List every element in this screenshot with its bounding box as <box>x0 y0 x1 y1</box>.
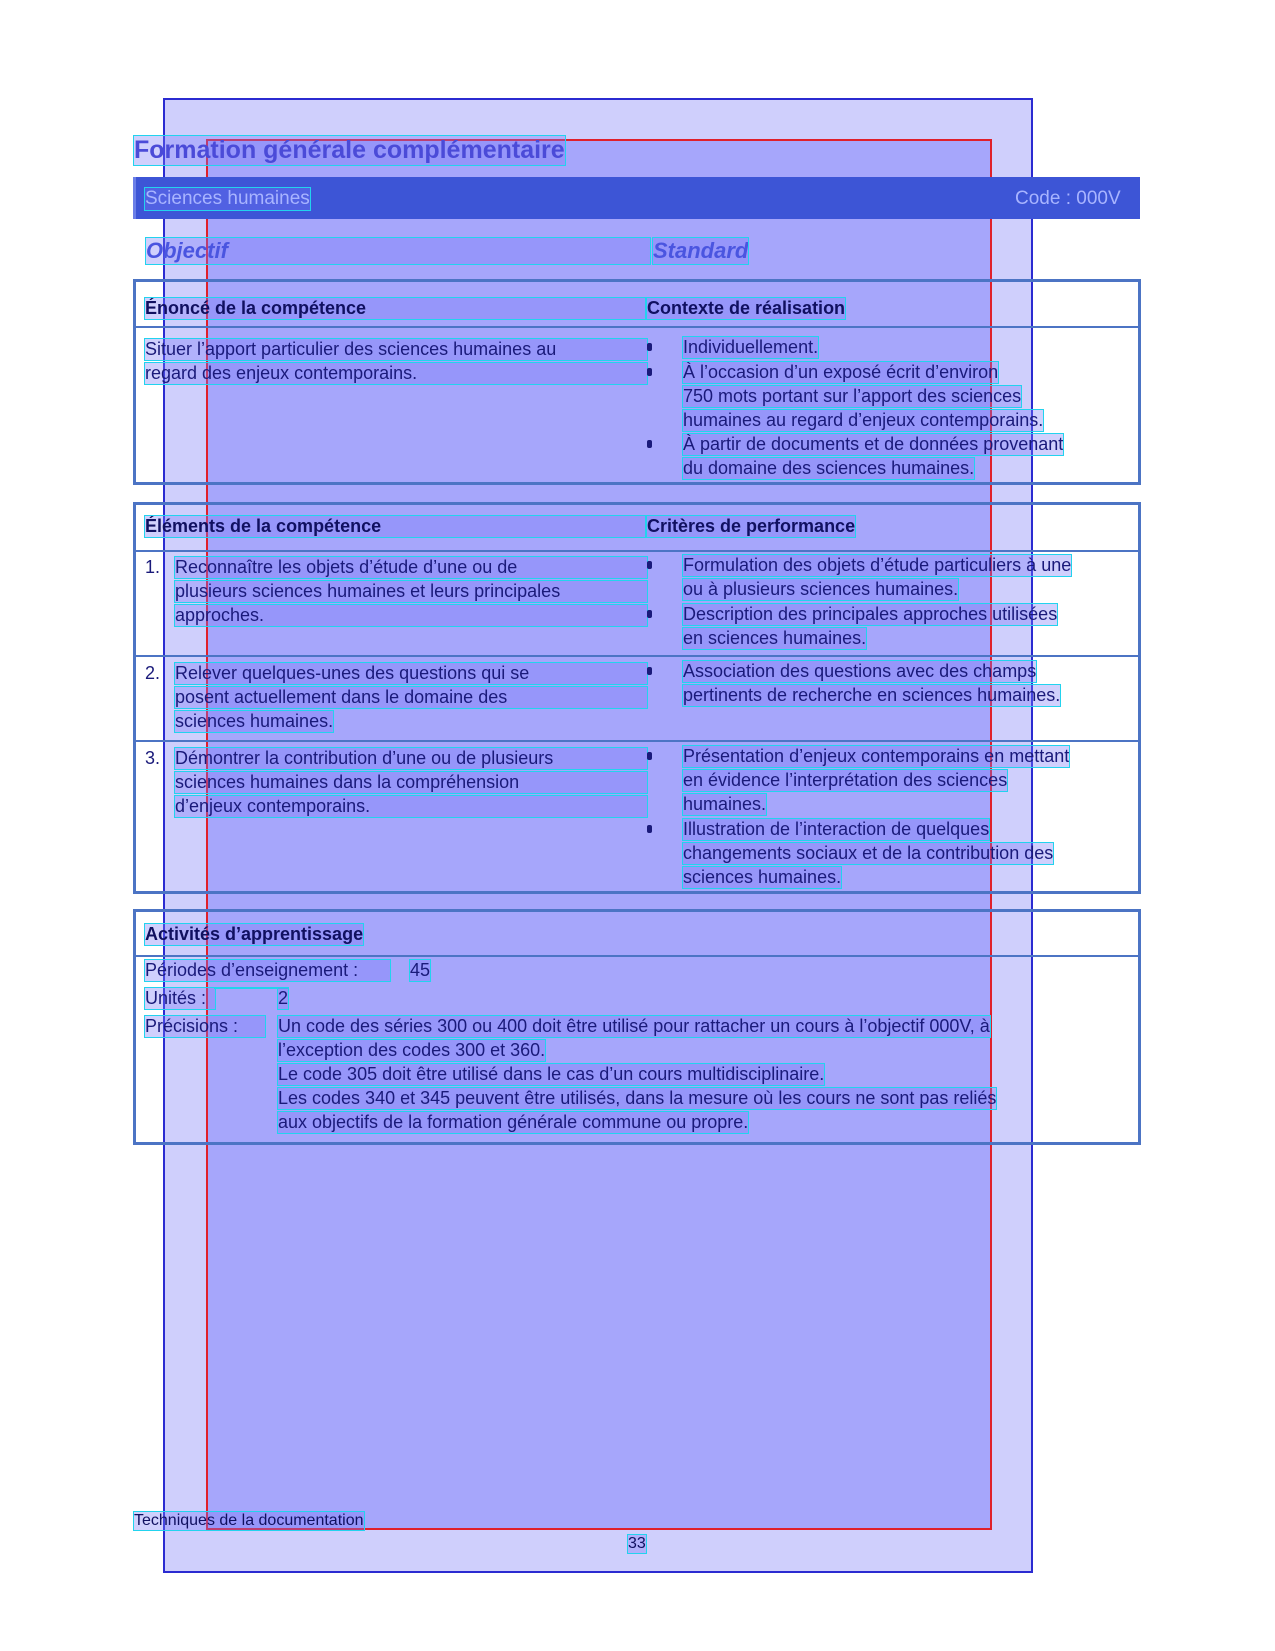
document-title: Formation générale complémentaire <box>134 136 565 164</box>
periodes-label: Périodes d’enseignement : <box>145 960 390 981</box>
bullet-icon <box>647 752 652 760</box>
objectif-label: Objectif <box>146 238 650 264</box>
enonce-line: Situer l’apport particulier des sciences humaines au <box>145 339 647 360</box>
elements-header: Éléments de la compétence <box>145 516 645 537</box>
criterion-line: pertinents de recherche en sciences humaines. <box>683 685 1061 705</box>
element-line: Démontrer la contribution d’une ou de plusieurs <box>175 748 647 769</box>
contexte-item: humaines au regard d’enjeux contemporains. <box>683 410 1044 430</box>
element-line: d’enjeux contemporains. <box>175 796 647 817</box>
criterion-line: en sciences humaines. <box>683 628 867 648</box>
subject-code: Code : 000V <box>1015 188 1121 209</box>
criterion-line: humaines. <box>683 794 767 814</box>
precisions-line: Un code des séries 300 ou 400 doit être utilisé pour rattacher un cours à l’objectif 000V, à <box>278 1016 990 1036</box>
enonce-header: Énoncé de la compétence <box>145 298 645 319</box>
precisions-line: aux objectifs de la formation générale commune ou propre. <box>278 1112 749 1132</box>
page-number: 33 <box>628 1535 646 1552</box>
criterion-line: Illustration de l’interaction de quelques <box>683 819 990 839</box>
precisions-line: l’exception des codes 300 et 360. <box>278 1040 546 1060</box>
element-line: sciences humaines. <box>175 711 334 731</box>
bullet-icon <box>647 561 652 569</box>
footer-document-name: Techniques de la documentation <box>134 1512 364 1529</box>
criterion-line: ou à plusieurs sciences humaines. <box>683 579 959 599</box>
unites-value: 2 <box>278 988 289 1008</box>
criterion-line: changements sociaux et de la contribution des <box>683 843 1054 863</box>
bullet-icon <box>647 610 652 618</box>
element-number: 2. <box>145 663 161 683</box>
bullet-icon <box>647 440 652 448</box>
bullet-icon <box>647 667 652 675</box>
precisions-line: Les codes 340 et 345 peuvent être utilisés, dans la mesure où les cours ne sont pas reliés <box>278 1088 997 1108</box>
criterion-line: Description des principales approches utilisées <box>683 604 1058 624</box>
criterion-line: en évidence l’interprétation des sciences <box>683 770 1008 790</box>
precisions-line: Le code 305 doit être utilisé dans le cas d’un cours multidisciplinaire. <box>278 1064 825 1084</box>
precisions-label: Précisions : <box>145 1016 265 1037</box>
criterion-line: Présentation d’enjeux contemporains en mettant <box>683 746 1070 766</box>
element-line: approches. <box>175 605 647 626</box>
element-line: posent actuellement dans le domaine des <box>175 687 647 708</box>
bullet-icon <box>647 825 652 833</box>
element-number: 1. <box>145 557 161 577</box>
element-number: 3. <box>145 748 161 768</box>
criterion-line: Formulation des objets d’étude particuliers à une <box>683 555 1072 575</box>
row-divider <box>136 655 1138 657</box>
unites-label: Unités : <box>145 988 215 1009</box>
row-divider <box>136 740 1138 742</box>
element-line: plusieurs sciences humaines et leurs principales <box>175 581 647 602</box>
standard-label: Standard <box>653 238 749 263</box>
bullet-icon <box>647 343 652 351</box>
subject-name: Sciences humaines <box>145 188 310 209</box>
criterion-line: Association des questions avec des champs <box>683 661 1037 681</box>
contexte-item: À l’occasion d’un exposé écrit d’environ <box>683 362 999 382</box>
contexte-header: Contexte de réalisation <box>647 298 846 318</box>
contexte-item: Individuellement. <box>683 337 819 357</box>
periodes-value: 45 <box>410 960 431 980</box>
criteres-header: Critères de performance <box>647 516 856 536</box>
contexte-item: du domaine des sciences humaines. <box>683 458 975 478</box>
bullet-icon <box>647 368 652 376</box>
contexte-item: À partir de documents et de données provenant <box>683 434 1064 454</box>
element-line: Relever quelques-unes des questions qui se <box>175 663 647 684</box>
criterion-line: sciences humaines. <box>683 867 842 887</box>
contexte-item: 750 mots portant sur l’apport des sciences <box>683 386 1022 406</box>
activites-header: Activités d’apprentissage <box>145 924 364 944</box>
enonce-line: regard des enjeux contemporains. <box>145 363 647 384</box>
element-line: sciences humaines dans la compréhension <box>175 772 647 793</box>
element-line: Reconnaître les objets d’étude d’une ou de <box>175 557 647 578</box>
